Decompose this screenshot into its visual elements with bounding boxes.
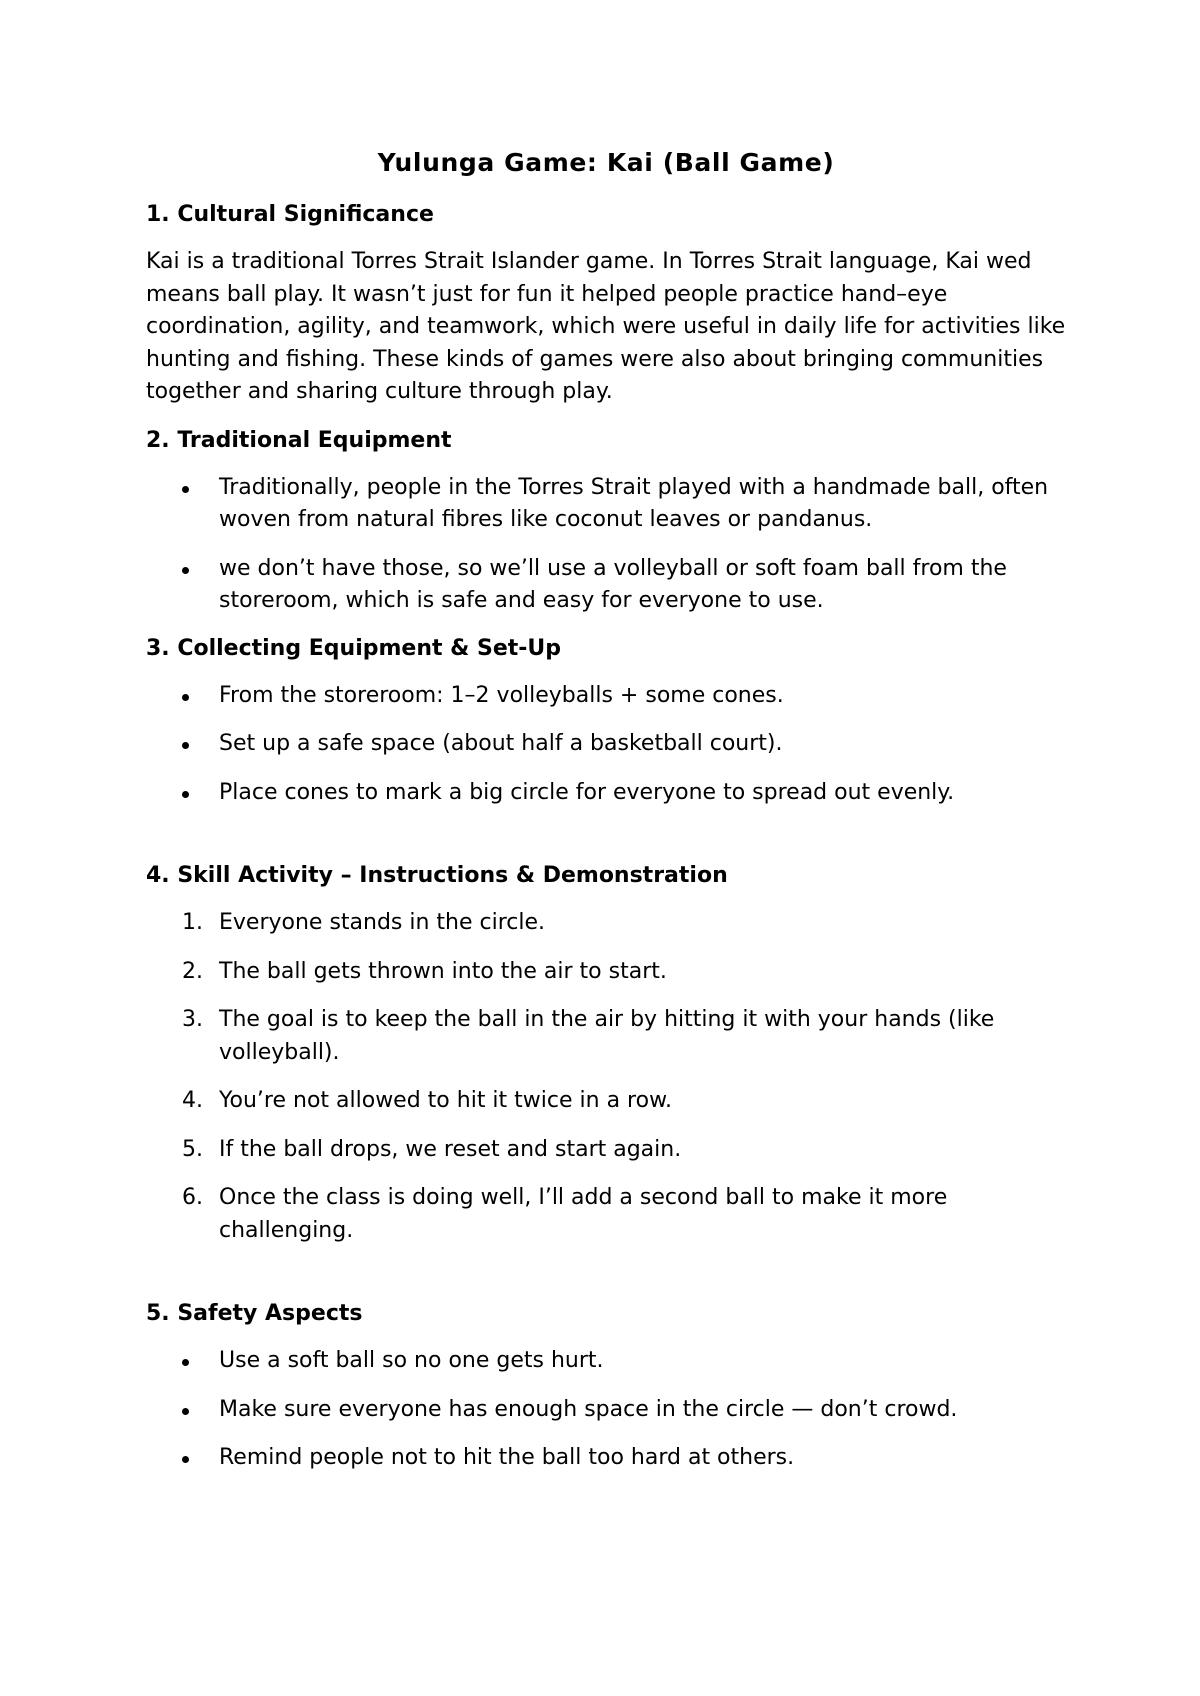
- step-item: [146, 1134, 1066, 1167]
- list-item-text: Place cones to mark a big circle for everyone to spread out evenly.: [219, 779, 955, 805]
- step-item: [146, 907, 1066, 940]
- section-heading-safety-aspects: 5. Safety Aspects: [146, 1301, 363, 1326]
- step-item: [146, 956, 1066, 989]
- bullet-icon: [182, 694, 189, 701]
- cultural-significance-paragraph: Kai is a traditional Torres Strait Islander game. In Torres Strait language, Kai wed means ball play. It wasn’t just for fun it helped people practice hand–eye coordination, agility, and teamwork, which were useful in daily life for activities like hunting and fishing. These kinds of games were also about bringing communities together and sharing culture through play.: [146, 249, 1066, 404]
- section-heading-skill-activity: 4. Skill Activity – Instructions & Demonstration: [146, 863, 728, 888]
- skill-activity-steps: [146, 907, 1066, 1247]
- section-heading-collecting-equipment: 3. Collecting Equipment & Set-Up: [146, 635, 562, 661]
- step-text: Everyone stands in the circle.: [219, 910, 546, 935]
- list-item-text: we don’t have those, so we’ll use a volleyball or soft foam ball from the storeroom, which is safe and easy for everyone to use.: [219, 555, 1007, 613]
- bullet-icon: [182, 486, 189, 493]
- list-item-text: Make sure everyone has enough space in the circle — don’t crowd.: [219, 1396, 958, 1422]
- list-item-text: Set up a safe space (about half a basketball court).: [219, 731, 783, 756]
- bullet-icon: [182, 567, 189, 574]
- step-item: [146, 1004, 1066, 1069]
- list-item-text: Traditionally, people in the Torres Strait played with a handmade ball, often woven from natural fibres like coconut leaves or pandanus.: [219, 474, 1049, 532]
- safety-aspects-list: [146, 1345, 1066, 1475]
- step-number: 6.: [182, 1185, 203, 1210]
- step-item: [146, 1085, 1066, 1118]
- collecting-equipment-list: [146, 680, 1066, 810]
- section-heading-cultural-significance: 1. Cultural Significance: [146, 202, 434, 227]
- step-text: Once the class is doing well, I’ll add a second ball to make it more challenging.: [219, 1185, 948, 1243]
- list-item-text: Use a soft ball so no one gets hurt.: [219, 1348, 604, 1373]
- list-item: [146, 680, 1066, 713]
- list-item: [146, 1394, 1066, 1427]
- step-number: 2.: [182, 958, 203, 984]
- bullet-icon: [182, 1408, 189, 1415]
- step-text: The ball gets thrown into the air to start.: [219, 958, 667, 984]
- list-item: [146, 777, 1066, 810]
- list-item: [146, 1442, 1066, 1475]
- bullet-icon: [182, 1456, 189, 1463]
- step-number: 5.: [182, 1136, 203, 1162]
- step-text: If the ball drops, we reset and start again.: [219, 1136, 682, 1162]
- document-page: [146, 146, 1066, 1491]
- bullet-icon: [182, 791, 189, 798]
- list-item: [146, 1345, 1066, 1378]
- list-item: [146, 728, 1066, 761]
- list-item-text: From the storeroom: 1–2 volleyballs + some cones.: [219, 682, 784, 708]
- step-text: You’re not allowed to hit it twice in a row.: [219, 1088, 673, 1113]
- list-item: [146, 553, 1066, 618]
- document-title: Yulunga Game: Kai (Ball Game): [377, 148, 835, 177]
- bullet-icon: [182, 1359, 189, 1366]
- step-number: 4.: [182, 1088, 203, 1113]
- traditional-equipment-list: [146, 472, 1066, 618]
- list-item: [146, 472, 1066, 537]
- bullet-icon: [182, 742, 189, 749]
- section-heading-traditional-equipment: 2. Traditional Equipment: [146, 427, 452, 453]
- step-item: [146, 1182, 1066, 1247]
- step-number: 1.: [182, 910, 203, 935]
- step-number: 3.: [182, 1007, 203, 1032]
- step-text: The goal is to keep the ball in the air by hitting it with your hands (like volleyball).: [219, 1007, 995, 1065]
- list-item-text: Remind people not to hit the ball too hard at others.: [219, 1445, 795, 1470]
